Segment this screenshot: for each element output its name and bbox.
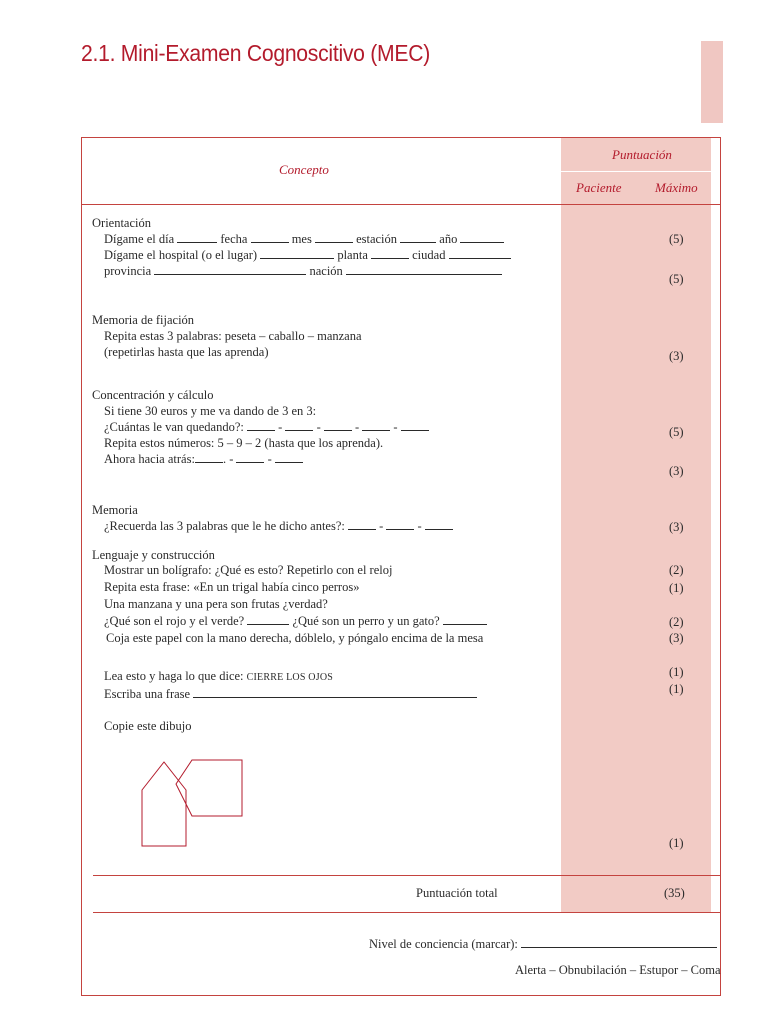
score-dibujo: (1)	[669, 836, 684, 850]
section-title: Memoria de fijación	[92, 313, 195, 327]
blank-nacion[interactable]	[346, 263, 502, 275]
blank-resta-3[interactable]	[324, 419, 352, 431]
blank-provincia[interactable]	[154, 263, 306, 275]
column-header-maximo: Máximo	[655, 180, 698, 195]
blank-fecha[interactable]	[251, 231, 289, 243]
score-lenguaje-1: (2)	[669, 563, 684, 577]
blank-perro-gato[interactable]	[443, 613, 487, 625]
text-line: Mostrar un bolígrafo: ¿Qué es esto? Repetirlo con el reloj	[104, 563, 393, 577]
orientacion-line-2	[92, 247, 511, 263]
blank-dia[interactable]	[177, 231, 217, 243]
memoria-line-1: ¿Recuerda las 3 palabras que le he dicho antes?: - -	[92, 518, 453, 534]
blank-hospital[interactable]	[260, 247, 334, 259]
total-score: (35)	[664, 886, 685, 900]
score-lenguaje-5: (1)	[669, 665, 684, 679]
section-concentracion	[92, 387, 429, 467]
blank-ciudad[interactable]	[449, 247, 511, 259]
label-planta: planta	[337, 248, 368, 262]
lenguaje-line-6	[104, 668, 477, 686]
section-orientacion	[92, 215, 511, 279]
text-line: Lea esto y haga lo que dice:	[104, 669, 244, 683]
text-line: Coja este papel con la mano derecha, dóblelo, y póngalo encima de la mesa	[106, 631, 484, 645]
header-rule	[82, 204, 721, 205]
section-title: Memoria	[92, 503, 138, 517]
text-line: Repita esta frase: «En un trigal había cinco perros»	[104, 580, 360, 594]
section-title: Lenguaje y construcción	[92, 548, 215, 562]
section-title: Orientación	[92, 216, 152, 230]
label-provincia: provincia	[104, 264, 152, 278]
score-concentracion-1: (5)	[669, 425, 684, 439]
lenguaje-line-7	[104, 686, 477, 702]
score-lenguaje-4: (3)	[669, 631, 684, 645]
nivel-options: Alerta – Obnubilación – Estupor – Coma	[515, 963, 721, 977]
blank-mes[interactable]	[315, 231, 353, 243]
total-rule-top	[93, 875, 721, 876]
score-orientacion-2: (5)	[669, 272, 684, 286]
page-title: 2.1. Mini-Examen Cognoscitivo (MEC)	[81, 40, 430, 66]
score-memoria-fijacion: (3)	[669, 349, 684, 363]
column-header-puntuacion: Puntuación	[612, 147, 672, 162]
label-ciudad: ciudad	[412, 248, 446, 262]
section-tab	[701, 41, 723, 123]
total-rule-bottom	[93, 912, 721, 913]
section-lenguaje	[92, 549, 487, 647]
lenguaje-lectura	[104, 668, 477, 702]
column-header-paciente: Paciente	[576, 180, 622, 195]
blank-resta-4[interactable]	[362, 419, 390, 431]
nivel-conciencia	[369, 936, 717, 952]
section-title: Concentración y cálculo	[92, 388, 214, 402]
orientacion-line-3	[92, 263, 511, 279]
score-lenguaje-3: (2)	[669, 615, 684, 629]
score-lenguaje-6: (1)	[669, 682, 684, 696]
blank-atras-1[interactable]	[195, 451, 223, 463]
blank-palabra-1[interactable]	[348, 518, 376, 530]
text-line: Una manzana y una pera son frutas ¿verdad?	[104, 597, 328, 611]
label-hospital: Dígame el hospital (o el lugar)	[104, 248, 258, 262]
blank-palabra-2[interactable]	[386, 518, 414, 530]
text-line: ¿Cuántas le van quedando?:	[104, 420, 244, 434]
blank-planta[interactable]	[371, 247, 409, 259]
blank-ano[interactable]	[460, 231, 504, 243]
score-concentracion-2: (3)	[669, 464, 684, 478]
text-line: Repita estos números: 5 – 9 – 2 (hasta que los aprenda).	[104, 436, 384, 450]
blank-resta-2[interactable]	[285, 419, 313, 431]
pentagons-drawing-icon	[140, 758, 250, 850]
blank-resta-1[interactable]	[247, 419, 275, 431]
total-label: Puntuación total	[416, 886, 498, 900]
text-line: Si tiene 30 euros y me va dando de 3 en 3:	[104, 404, 317, 418]
label-dia: Dígame el día	[104, 232, 175, 246]
section-memoria	[92, 502, 453, 534]
concentracion-line-4: Ahora hacia atrás: . - -	[92, 451, 429, 467]
text-line: ¿Recuerda las 3 palabras que le he dicho antes?:	[104, 519, 345, 533]
score-orientacion-1: (5)	[669, 232, 684, 246]
label-fecha: fecha	[220, 232, 248, 246]
score-column	[561, 138, 711, 912]
blank-estacion[interactable]	[400, 231, 436, 243]
nivel-label: Nivel de conciencia (marcar):	[369, 937, 518, 951]
score-memoria: (3)	[669, 520, 684, 534]
text-line: ¿Qué son un perro y un gato?	[292, 614, 440, 628]
text-line: Ahora hacia atrás:	[104, 452, 195, 466]
cierre-los-ojos: CIERRE LOS OJOS	[246, 672, 334, 683]
blank-atras-2[interactable]	[236, 451, 264, 463]
orientacion-line-1	[92, 231, 511, 247]
column-header-concepto: Concepto	[279, 162, 329, 177]
blank-frase[interactable]	[193, 686, 477, 698]
label-estacion: estación	[356, 232, 398, 246]
blank-resta-5[interactable]	[401, 419, 429, 431]
copie-dibujo: Copie este dibujo	[104, 719, 192, 733]
text-line: Escriba una frase	[104, 687, 191, 701]
label-nacion: nación	[309, 264, 343, 278]
text-line: ¿Qué son el rojo y el verde?	[104, 614, 245, 628]
blank-rojo-verde[interactable]	[247, 613, 289, 625]
label-ano: año	[439, 232, 458, 246]
score-lenguaje-2: (1)	[669, 581, 684, 595]
label-mes: mes	[291, 232, 312, 246]
blank-palabra-3[interactable]	[425, 518, 453, 530]
lenguaje-line-4	[92, 613, 487, 630]
blank-nivel[interactable]	[521, 936, 717, 948]
header-divider	[561, 171, 711, 172]
text-line: (repetirlas hasta que las aprenda)	[104, 345, 269, 359]
text-line: Repita estas 3 palabras: peseta – caballo – manzana	[104, 329, 362, 343]
concentracion-line-2: ¿Cuántas le van quedando?: - - - -	[92, 419, 429, 435]
section-memoria-fijacion	[92, 312, 362, 360]
blank-atras-3[interactable]	[275, 451, 303, 463]
